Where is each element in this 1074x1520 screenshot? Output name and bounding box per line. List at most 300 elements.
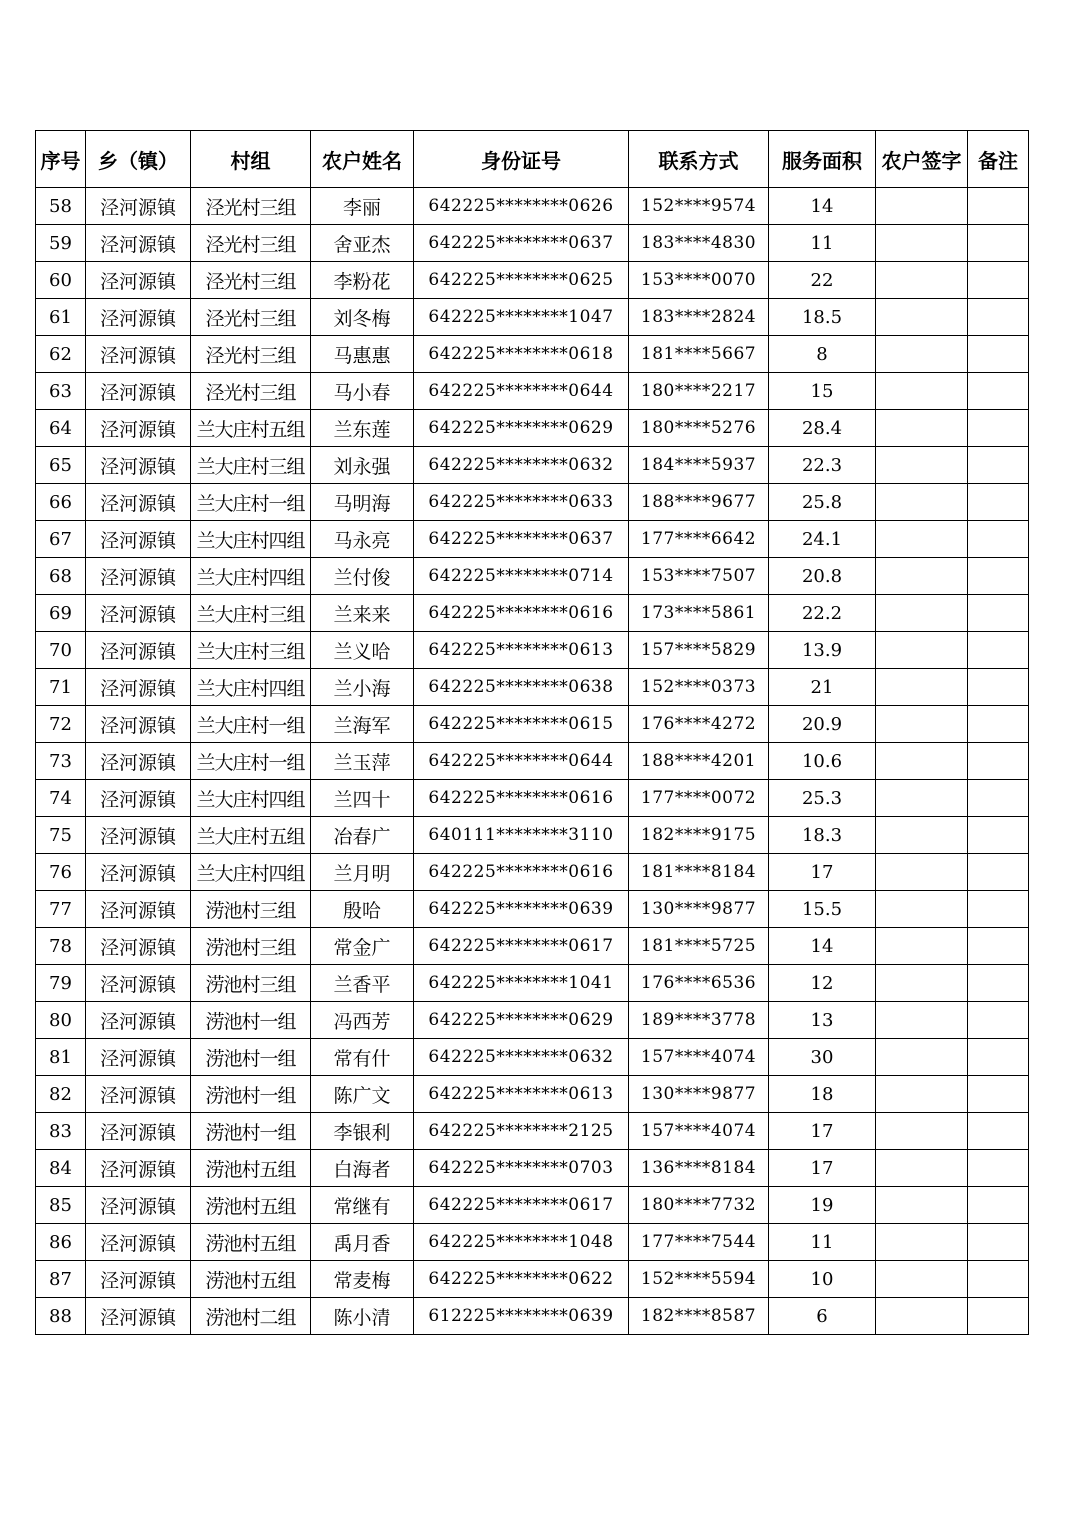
cell-signature xyxy=(876,780,968,817)
cell-township: 泾河源镇 xyxy=(86,817,191,854)
cell-id-number: 642225********1048 xyxy=(414,1224,629,1261)
cell-remark xyxy=(968,410,1029,447)
cell-village: 兰大庄村一组 xyxy=(191,743,311,780)
cell-seq: 67 xyxy=(36,521,86,558)
table-row xyxy=(36,1298,1029,1335)
cell-village: 兰大庄村三组 xyxy=(191,447,311,484)
cell-seq: 70 xyxy=(36,632,86,669)
cell-village: 涝池村三组 xyxy=(191,928,311,965)
cell-name: 陈广文 xyxy=(311,1076,414,1113)
cell-phone: 157****4074 xyxy=(629,1039,769,1076)
cell-township: 泾河源镇 xyxy=(86,1113,191,1150)
cell-name: 禹月香 xyxy=(311,1224,414,1261)
cell-phone: 157****4074 xyxy=(629,1113,769,1150)
cell-id-number: 642225********0639 xyxy=(414,891,629,928)
cell-area: 17 xyxy=(769,1150,876,1187)
cell-village: 兰大庄村三组 xyxy=(191,632,311,669)
cell-remark xyxy=(968,854,1029,891)
cell-township: 泾河源镇 xyxy=(86,632,191,669)
cell-township: 泾河源镇 xyxy=(86,1261,191,1298)
cell-area: 10 xyxy=(769,1261,876,1298)
cell-id-number: 642225********0632 xyxy=(414,447,629,484)
cell-name: 马永亮 xyxy=(311,521,414,558)
cell-phone: 152****0373 xyxy=(629,669,769,706)
cell-name: 马明海 xyxy=(311,484,414,521)
cell-signature xyxy=(876,1039,968,1076)
cell-remark xyxy=(968,1298,1029,1335)
cell-village: 涝池村一组 xyxy=(191,1113,311,1150)
cell-seq: 59 xyxy=(36,225,86,262)
header-remark: 备注 xyxy=(968,131,1029,188)
cell-name: 兰海军 xyxy=(311,706,414,743)
cell-village: 涝池村三组 xyxy=(191,891,311,928)
table-row xyxy=(36,1187,1029,1224)
header-phone: 联系方式 xyxy=(629,131,769,188)
cell-seq: 73 xyxy=(36,743,86,780)
cell-remark xyxy=(968,1002,1029,1039)
cell-area: 19 xyxy=(769,1187,876,1224)
cell-name: 常麦梅 xyxy=(311,1261,414,1298)
cell-area: 15.5 xyxy=(769,891,876,928)
table-row xyxy=(36,373,1029,410)
cell-id-number: 642225********0714 xyxy=(414,558,629,595)
cell-signature xyxy=(876,669,968,706)
cell-signature xyxy=(876,373,968,410)
cell-phone: 184****5937 xyxy=(629,447,769,484)
table-body xyxy=(36,188,1029,1335)
table-row xyxy=(36,299,1029,336)
cell-area: 11 xyxy=(769,1224,876,1261)
table-row xyxy=(36,410,1029,447)
cell-township: 泾河源镇 xyxy=(86,1150,191,1187)
cell-seq: 60 xyxy=(36,262,86,299)
cell-id-number: 642225********0625 xyxy=(414,262,629,299)
cell-seq: 66 xyxy=(36,484,86,521)
cell-seq: 87 xyxy=(36,1261,86,1298)
cell-village: 涝池村一组 xyxy=(191,1039,311,1076)
cell-seq: 79 xyxy=(36,965,86,1002)
cell-township: 泾河源镇 xyxy=(86,669,191,706)
cell-id-number: 642225********0616 xyxy=(414,854,629,891)
cell-township: 泾河源镇 xyxy=(86,706,191,743)
cell-id-number: 642225********0637 xyxy=(414,521,629,558)
cell-area: 17 xyxy=(769,1113,876,1150)
cell-remark xyxy=(968,928,1029,965)
cell-id-number: 640111********3110 xyxy=(414,817,629,854)
cell-phone: 130****9877 xyxy=(629,891,769,928)
cell-id-number: 642225********0638 xyxy=(414,669,629,706)
cell-signature xyxy=(876,336,968,373)
table-row xyxy=(36,558,1029,595)
cell-village: 泾光村三组 xyxy=(191,336,311,373)
cell-signature xyxy=(876,484,968,521)
cell-remark xyxy=(968,706,1029,743)
cell-area: 11 xyxy=(769,225,876,262)
cell-remark xyxy=(968,1224,1029,1261)
cell-remark xyxy=(968,891,1029,928)
cell-village: 兰大庄村四组 xyxy=(191,854,311,891)
cell-signature xyxy=(876,743,968,780)
header-row xyxy=(36,131,1029,188)
cell-id-number: 642225********0633 xyxy=(414,484,629,521)
cell-signature xyxy=(876,188,968,225)
cell-township: 泾河源镇 xyxy=(86,780,191,817)
cell-remark xyxy=(968,743,1029,780)
cell-name: 刘冬梅 xyxy=(311,299,414,336)
cell-phone: 136****8184 xyxy=(629,1150,769,1187)
cell-id-number: 642225********0632 xyxy=(414,1039,629,1076)
cell-remark xyxy=(968,1076,1029,1113)
cell-signature xyxy=(876,558,968,595)
cell-id-number: 642225********0644 xyxy=(414,373,629,410)
cell-area: 18.3 xyxy=(769,817,876,854)
cell-signature xyxy=(876,632,968,669)
cell-seq: 64 xyxy=(36,410,86,447)
cell-phone: 182****8587 xyxy=(629,1298,769,1335)
cell-phone: 180****5276 xyxy=(629,410,769,447)
cell-village: 涝池村五组 xyxy=(191,1187,311,1224)
cell-village: 兰大庄村五组 xyxy=(191,817,311,854)
cell-township: 泾河源镇 xyxy=(86,1002,191,1039)
cell-signature xyxy=(876,447,968,484)
cell-signature xyxy=(876,1261,968,1298)
cell-id-number: 642225********0637 xyxy=(414,225,629,262)
cell-name: 兰四十 xyxy=(311,780,414,817)
table-row xyxy=(36,484,1029,521)
cell-township: 泾河源镇 xyxy=(86,1298,191,1335)
cell-name: 李粉花 xyxy=(311,262,414,299)
cell-township: 泾河源镇 xyxy=(86,410,191,447)
table-row xyxy=(36,854,1029,891)
cell-area: 14 xyxy=(769,928,876,965)
cell-remark xyxy=(968,299,1029,336)
cell-area: 14 xyxy=(769,188,876,225)
cell-township: 泾河源镇 xyxy=(86,965,191,1002)
cell-township: 泾河源镇 xyxy=(86,1039,191,1076)
header-signature: 农户签字 xyxy=(876,131,968,188)
table-row xyxy=(36,1113,1029,1150)
cell-name: 常金广 xyxy=(311,928,414,965)
cell-phone: 188****4201 xyxy=(629,743,769,780)
cell-signature xyxy=(876,1113,968,1150)
cell-name: 李银利 xyxy=(311,1113,414,1150)
table-row xyxy=(36,632,1029,669)
cell-signature xyxy=(876,1187,968,1224)
cell-village: 涝池村二组 xyxy=(191,1298,311,1335)
cell-village: 泾光村三组 xyxy=(191,373,311,410)
cell-phone: 153****0070 xyxy=(629,262,769,299)
cell-township: 泾河源镇 xyxy=(86,336,191,373)
cell-phone: 182****9175 xyxy=(629,817,769,854)
cell-area: 22 xyxy=(769,262,876,299)
cell-signature xyxy=(876,521,968,558)
table-row xyxy=(36,447,1029,484)
cell-id-number: 642225********0616 xyxy=(414,780,629,817)
cell-id-number: 642225********0617 xyxy=(414,1187,629,1224)
cell-village: 兰大庄村一组 xyxy=(191,706,311,743)
cell-name: 常有什 xyxy=(311,1039,414,1076)
cell-name: 兰月明 xyxy=(311,854,414,891)
cell-area: 13.9 xyxy=(769,632,876,669)
cell-seq: 86 xyxy=(36,1224,86,1261)
cell-phone: 180****2217 xyxy=(629,373,769,410)
cell-phone: 180****7732 xyxy=(629,1187,769,1224)
table-row xyxy=(36,817,1029,854)
cell-phone: 181****8184 xyxy=(629,854,769,891)
cell-village: 涝池村一组 xyxy=(191,1002,311,1039)
cell-name: 陈小清 xyxy=(311,1298,414,1335)
cell-remark xyxy=(968,558,1029,595)
cell-seq: 82 xyxy=(36,1076,86,1113)
cell-id-number: 642225********0622 xyxy=(414,1261,629,1298)
cell-phone: 188****9677 xyxy=(629,484,769,521)
table-row xyxy=(36,743,1029,780)
cell-area: 18.5 xyxy=(769,299,876,336)
table-row xyxy=(36,336,1029,373)
cell-area: 12 xyxy=(769,965,876,1002)
cell-signature xyxy=(876,262,968,299)
cell-remark xyxy=(968,669,1029,706)
cell-area: 13 xyxy=(769,1002,876,1039)
cell-area: 21 xyxy=(769,669,876,706)
cell-id-number: 642225********0616 xyxy=(414,595,629,632)
cell-phone: 181****5667 xyxy=(629,336,769,373)
cell-area: 20.8 xyxy=(769,558,876,595)
cell-village: 兰大庄村一组 xyxy=(191,484,311,521)
table-header xyxy=(36,131,1029,188)
cell-seq: 65 xyxy=(36,447,86,484)
cell-area: 10.6 xyxy=(769,743,876,780)
cell-township: 泾河源镇 xyxy=(86,1224,191,1261)
cell-signature xyxy=(876,928,968,965)
table-row xyxy=(36,225,1029,262)
cell-name: 冶春广 xyxy=(311,817,414,854)
table-row xyxy=(36,965,1029,1002)
cell-id-number: 642225********0618 xyxy=(414,336,629,373)
cell-remark xyxy=(968,336,1029,373)
cell-seq: 85 xyxy=(36,1187,86,1224)
cell-village: 泾光村三组 xyxy=(191,188,311,225)
cell-village: 兰大庄村四组 xyxy=(191,669,311,706)
cell-signature xyxy=(876,1150,968,1187)
cell-remark xyxy=(968,484,1029,521)
cell-name: 兰香平 xyxy=(311,965,414,1002)
cell-id-number: 612225********0639 xyxy=(414,1298,629,1335)
cell-id-number: 642225********1041 xyxy=(414,965,629,1002)
table-row xyxy=(36,188,1029,225)
cell-remark xyxy=(968,447,1029,484)
cell-signature xyxy=(876,225,968,262)
table-row xyxy=(36,1039,1029,1076)
cell-seq: 61 xyxy=(36,299,86,336)
cell-township: 泾河源镇 xyxy=(86,188,191,225)
table-row xyxy=(36,780,1029,817)
cell-signature xyxy=(876,410,968,447)
cell-seq: 71 xyxy=(36,669,86,706)
cell-id-number: 642225********0629 xyxy=(414,410,629,447)
cell-village: 兰大庄村四组 xyxy=(191,780,311,817)
cell-id-number: 642225********0613 xyxy=(414,1076,629,1113)
cell-seq: 58 xyxy=(36,188,86,225)
cell-township: 泾河源镇 xyxy=(86,928,191,965)
cell-phone: 183****4830 xyxy=(629,225,769,262)
cell-id-number: 642225********0615 xyxy=(414,706,629,743)
cell-seq: 81 xyxy=(36,1039,86,1076)
cell-area: 8 xyxy=(769,336,876,373)
cell-village: 涝池村一组 xyxy=(191,1076,311,1113)
cell-village: 涝池村五组 xyxy=(191,1224,311,1261)
farmer-service-table xyxy=(35,130,1029,1335)
cell-remark xyxy=(968,965,1029,1002)
cell-name: 冯西芳 xyxy=(311,1002,414,1039)
cell-area: 25.3 xyxy=(769,780,876,817)
cell-seq: 80 xyxy=(36,1002,86,1039)
cell-phone: 181****5725 xyxy=(629,928,769,965)
cell-township: 泾河源镇 xyxy=(86,743,191,780)
cell-name: 兰玉萍 xyxy=(311,743,414,780)
cell-township: 泾河源镇 xyxy=(86,225,191,262)
table-row xyxy=(36,1076,1029,1113)
cell-id-number: 642225********2125 xyxy=(414,1113,629,1150)
cell-name: 兰东莲 xyxy=(311,410,414,447)
cell-remark xyxy=(968,817,1029,854)
cell-id-number: 642225********0626 xyxy=(414,188,629,225)
cell-village: 涝池村三组 xyxy=(191,965,311,1002)
cell-name: 兰义哈 xyxy=(311,632,414,669)
cell-village: 泾光村三组 xyxy=(191,299,311,336)
header-village: 村组 xyxy=(191,131,311,188)
header-township: 乡（镇） xyxy=(86,131,191,188)
cell-remark xyxy=(968,632,1029,669)
cell-remark xyxy=(968,225,1029,262)
cell-seq: 84 xyxy=(36,1150,86,1187)
cell-remark xyxy=(968,1150,1029,1187)
cell-phone: 183****2824 xyxy=(629,299,769,336)
cell-seq: 78 xyxy=(36,928,86,965)
cell-area: 25.8 xyxy=(769,484,876,521)
cell-village: 泾光村三组 xyxy=(191,225,311,262)
cell-remark xyxy=(968,1261,1029,1298)
table-row xyxy=(36,669,1029,706)
cell-signature xyxy=(876,1298,968,1335)
cell-area: 22.3 xyxy=(769,447,876,484)
cell-seq: 72 xyxy=(36,706,86,743)
cell-township: 泾河源镇 xyxy=(86,299,191,336)
cell-name: 李丽 xyxy=(311,188,414,225)
cell-id-number: 642225********0703 xyxy=(414,1150,629,1187)
cell-id-number: 642225********0613 xyxy=(414,632,629,669)
cell-remark xyxy=(968,521,1029,558)
cell-area: 6 xyxy=(769,1298,876,1335)
cell-area: 22.2 xyxy=(769,595,876,632)
cell-phone: 130****9877 xyxy=(629,1076,769,1113)
cell-area: 17 xyxy=(769,854,876,891)
cell-signature xyxy=(876,595,968,632)
cell-village: 涝池村五组 xyxy=(191,1261,311,1298)
cell-township: 泾河源镇 xyxy=(86,373,191,410)
cell-township: 泾河源镇 xyxy=(86,262,191,299)
cell-village: 兰大庄村五组 xyxy=(191,410,311,447)
cell-remark xyxy=(968,188,1029,225)
cell-phone: 152****5594 xyxy=(629,1261,769,1298)
cell-signature xyxy=(876,965,968,1002)
cell-remark xyxy=(968,1187,1029,1224)
table-row xyxy=(36,595,1029,632)
cell-name: 马小春 xyxy=(311,373,414,410)
table-row xyxy=(36,1150,1029,1187)
cell-signature xyxy=(876,1224,968,1261)
cell-name: 殷哈 xyxy=(311,891,414,928)
cell-remark xyxy=(968,262,1029,299)
cell-signature xyxy=(876,891,968,928)
cell-seq: 69 xyxy=(36,595,86,632)
cell-name: 兰小海 xyxy=(311,669,414,706)
cell-township: 泾河源镇 xyxy=(86,854,191,891)
cell-phone: 173****5861 xyxy=(629,595,769,632)
cell-seq: 83 xyxy=(36,1113,86,1150)
cell-name: 兰付俊 xyxy=(311,558,414,595)
cell-area: 24.1 xyxy=(769,521,876,558)
cell-area: 20.9 xyxy=(769,706,876,743)
table-row xyxy=(36,1224,1029,1261)
cell-seq: 75 xyxy=(36,817,86,854)
header-id: 身份证号 xyxy=(414,131,629,188)
cell-signature xyxy=(876,854,968,891)
cell-seq: 63 xyxy=(36,373,86,410)
cell-village: 涝池村五组 xyxy=(191,1150,311,1187)
table-row xyxy=(36,706,1029,743)
cell-id-number: 642225********0629 xyxy=(414,1002,629,1039)
cell-id-number: 642225********1047 xyxy=(414,299,629,336)
cell-area: 15 xyxy=(769,373,876,410)
cell-township: 泾河源镇 xyxy=(86,1076,191,1113)
cell-township: 泾河源镇 xyxy=(86,484,191,521)
cell-name: 刘永强 xyxy=(311,447,414,484)
cell-name: 马惠惠 xyxy=(311,336,414,373)
cell-seq: 77 xyxy=(36,891,86,928)
table-row xyxy=(36,521,1029,558)
cell-remark xyxy=(968,373,1029,410)
cell-remark xyxy=(968,1039,1029,1076)
cell-phone: 153****7507 xyxy=(629,558,769,595)
cell-phone: 177****7544 xyxy=(629,1224,769,1261)
cell-township: 泾河源镇 xyxy=(86,558,191,595)
table-row xyxy=(36,262,1029,299)
cell-seq: 88 xyxy=(36,1298,86,1335)
cell-village: 兰大庄村三组 xyxy=(191,595,311,632)
cell-phone: 189****3778 xyxy=(629,1002,769,1039)
cell-village: 兰大庄村四组 xyxy=(191,521,311,558)
table-row xyxy=(36,1002,1029,1039)
cell-seq: 62 xyxy=(36,336,86,373)
header-name: 农户姓名 xyxy=(311,131,414,188)
cell-township: 泾河源镇 xyxy=(86,1187,191,1224)
cell-township: 泾河源镇 xyxy=(86,521,191,558)
cell-township: 泾河源镇 xyxy=(86,595,191,632)
cell-name: 常继有 xyxy=(311,1187,414,1224)
cell-remark xyxy=(968,1113,1029,1150)
cell-village: 兰大庄村四组 xyxy=(191,558,311,595)
cell-signature xyxy=(876,1076,968,1113)
table-row xyxy=(36,928,1029,965)
cell-phone: 176****6536 xyxy=(629,965,769,1002)
cell-area: 28.4 xyxy=(769,410,876,447)
cell-phone: 177****6642 xyxy=(629,521,769,558)
header-seq: 序号 xyxy=(36,131,86,188)
header-area: 服务面积 xyxy=(769,131,876,188)
cell-phone: 176****4272 xyxy=(629,706,769,743)
cell-area: 30 xyxy=(769,1039,876,1076)
